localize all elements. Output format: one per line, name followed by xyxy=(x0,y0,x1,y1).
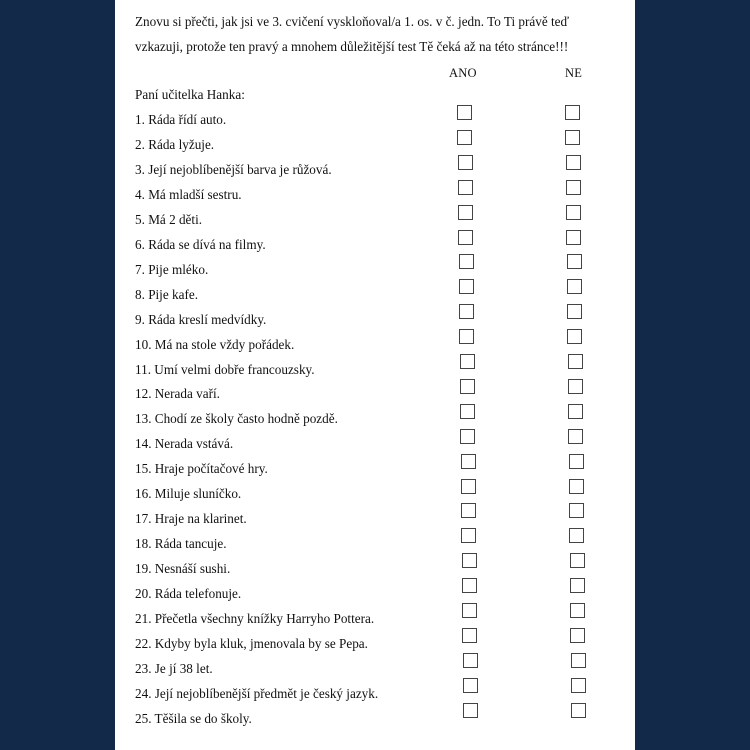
checkbox-yes-1[interactable] xyxy=(457,105,472,120)
checkbox-no-1[interactable] xyxy=(565,105,580,120)
checkbox-no-20[interactable] xyxy=(570,578,585,593)
question-13: 13. Chodí ze školy často hodně pozdě. xyxy=(135,411,338,427)
checkbox-yes-24[interactable] xyxy=(463,678,478,693)
checkbox-yes-13[interactable] xyxy=(460,404,475,419)
checkbox-no-15[interactable] xyxy=(569,454,584,469)
checkbox-no-19[interactable] xyxy=(570,553,585,568)
checkbox-yes-11[interactable] xyxy=(460,354,475,369)
checkbox-no-12[interactable] xyxy=(568,379,583,394)
question-8: 8. Pije kafe. xyxy=(135,286,198,302)
question-24: 24. Její nejoblíbenější předmět je český jazyk. xyxy=(135,685,379,701)
checkbox-no-4[interactable] xyxy=(566,180,581,195)
checkbox-no-25[interactable] xyxy=(571,703,586,718)
question-10: 10. Má na stole vždy pořádek. xyxy=(135,336,295,352)
question-19: 19. Nesnáší sushi. xyxy=(135,561,231,577)
checkbox-yes-4[interactable] xyxy=(458,180,473,195)
intro-line-2: vzkazuji, protože ten pravý a mnohem důležitější test Tě čeká až na této stránce!!! xyxy=(135,39,569,54)
checkbox-yes-8[interactable] xyxy=(459,279,474,294)
question-17: 17. Hraje na klarinet. xyxy=(135,511,247,527)
checkbox-no-6[interactable] xyxy=(566,230,581,245)
question-16: 16. Miluje sluníčko. xyxy=(135,486,242,502)
checkbox-yes-20[interactable] xyxy=(462,578,477,593)
checkbox-no-3[interactable] xyxy=(566,155,581,170)
checkbox-no-7[interactable] xyxy=(567,254,582,269)
intro-text xyxy=(135,9,625,59)
question-1: 1. Ráda řídí auto. xyxy=(135,112,227,127)
checkbox-yes-21[interactable] xyxy=(462,603,477,618)
checkbox-no-18[interactable] xyxy=(569,528,584,543)
checkbox-yes-15[interactable] xyxy=(461,454,476,469)
checkbox-no-11[interactable] xyxy=(568,354,583,369)
checkbox-no-2[interactable] xyxy=(565,130,580,145)
question-14: 14. Nerada vstává. xyxy=(135,436,234,452)
checkbox-no-10[interactable] xyxy=(567,329,582,344)
checkbox-yes-19[interactable] xyxy=(462,553,477,568)
question-3: 3. Její nejoblíbenější barva je růžová. xyxy=(135,161,332,177)
question-20: 20. Ráda telefonuje. xyxy=(135,586,242,602)
checkbox-yes-12[interactable] xyxy=(460,379,475,394)
checkbox-no-21[interactable] xyxy=(570,603,585,618)
checkbox-no-9[interactable] xyxy=(567,304,582,319)
checkbox-no-23[interactable] xyxy=(571,653,586,668)
checkbox-yes-2[interactable] xyxy=(457,130,472,145)
checkbox-no-13[interactable] xyxy=(568,404,583,419)
subject-heading: Paní učitelka Hanka: xyxy=(135,87,245,102)
checkbox-yes-6[interactable] xyxy=(458,230,473,245)
intro-line-1: Znovu si přečti, jak jsi ve 3. cvičení vyskloňoval/a 1. os. v č. jedn. To Ti právě teď xyxy=(135,14,570,29)
checkbox-yes-18[interactable] xyxy=(461,528,476,543)
checkbox-yes-7[interactable] xyxy=(459,254,474,269)
checkbox-yes-5[interactable] xyxy=(458,205,473,220)
checkbox-yes-17[interactable] xyxy=(461,503,476,518)
checkbox-no-5[interactable] xyxy=(566,205,581,220)
checkbox-no-22[interactable] xyxy=(570,628,585,643)
checkbox-yes-22[interactable] xyxy=(462,628,477,643)
column-header-no: NE xyxy=(565,66,583,80)
checkbox-yes-9[interactable] xyxy=(459,304,474,319)
question-11: 11. Umí velmi dobře francouzsky. xyxy=(135,361,315,377)
question-21: 21. Přečetla všechny knížky Harryho Pottera. xyxy=(135,611,375,626)
question-23: 23. Je jí 38 let. xyxy=(135,660,213,676)
checkbox-no-16[interactable] xyxy=(569,479,584,494)
question-18: 18. Ráda tancuje. xyxy=(135,536,227,552)
column-header-yes: ANO xyxy=(449,66,477,80)
checkbox-no-8[interactable] xyxy=(567,279,582,294)
question-15: 15. Hraje počítačové hry. xyxy=(135,461,268,477)
question-12: 12. Nerada vaří. xyxy=(135,386,220,402)
checkbox-yes-14[interactable] xyxy=(460,429,475,444)
checkbox-no-14[interactable] xyxy=(568,429,583,444)
question-4: 4. Má mladší sestru. xyxy=(135,186,242,202)
checkbox-yes-3[interactable] xyxy=(458,155,473,170)
checkbox-yes-10[interactable] xyxy=(459,329,474,344)
checkbox-no-17[interactable] xyxy=(569,503,584,518)
question-6: 6. Ráda se dívá na filmy. xyxy=(135,236,266,252)
checkbox-yes-23[interactable] xyxy=(463,653,478,668)
question-5: 5. Má 2 děti. xyxy=(135,211,203,227)
checkbox-yes-25[interactable] xyxy=(463,703,478,718)
question-2: 2. Ráda lyžuje. xyxy=(135,136,215,152)
question-25: 25. Těšila se do školy. xyxy=(135,710,252,726)
question-7: 7. Pije mléko. xyxy=(135,261,209,277)
question-9: 9. Ráda kreslí medvídky. xyxy=(135,311,267,327)
checkbox-yes-16[interactable] xyxy=(461,479,476,494)
question-22: 22. Kdyby byla kluk, jmenovala by se Pepa. xyxy=(135,635,368,651)
checkbox-no-24[interactable] xyxy=(571,678,586,693)
